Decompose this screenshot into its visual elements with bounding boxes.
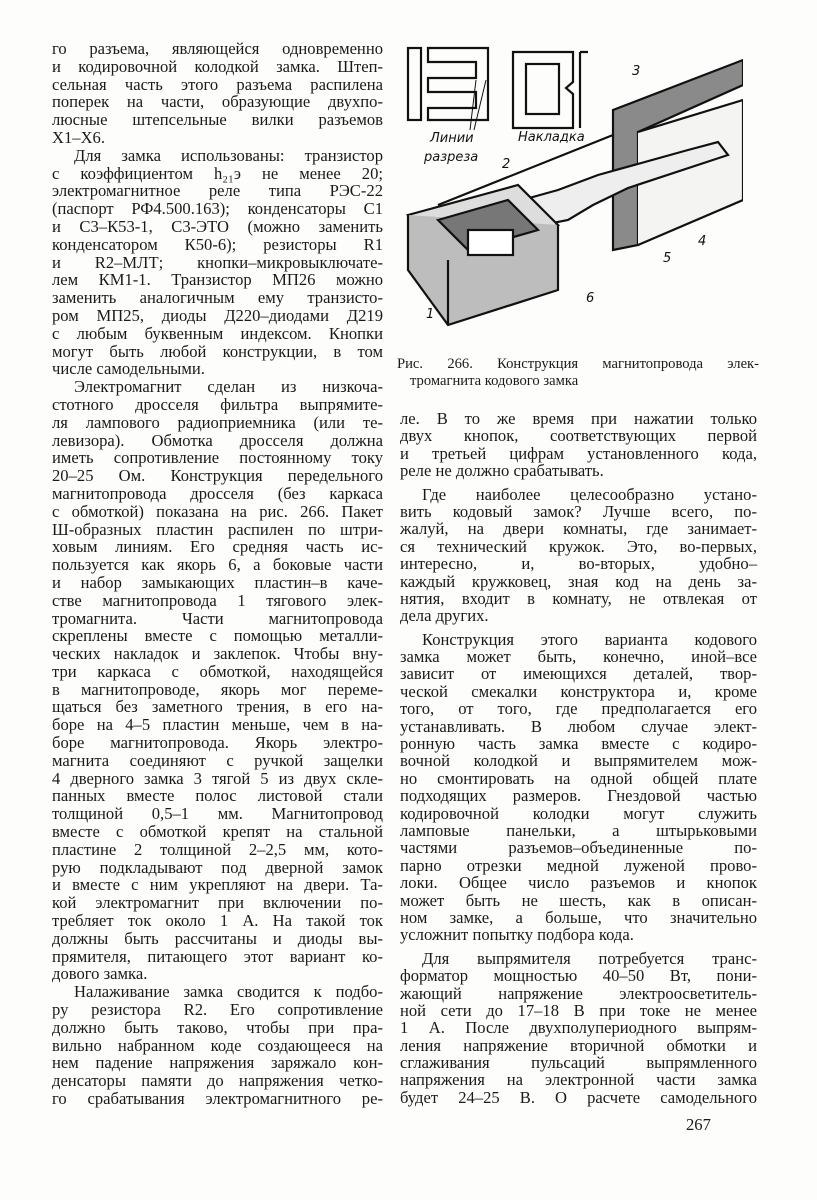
text-line: стотного дросселя фильтра выпрямите- (52, 394, 383, 414)
text-line: поперек на части, образующие двухпо- (52, 92, 383, 112)
text-line: тромагнита. Части магнитопровода (52, 608, 383, 628)
text-line: сельная часть этого разъема распилена (52, 74, 383, 94)
label-cut-lines-2: разреза (424, 150, 479, 165)
text-line: левизора). Обмотка дросселя должна (52, 430, 383, 450)
text-line: электромагнитное реле типа РЭС-22 (52, 181, 383, 201)
text-line: и третьей цифрам установленного кода, (400, 443, 757, 463)
text-line: подходящих размеров. Гнездовой частью (400, 786, 757, 806)
text-line: ления напряжение вторичной обмотки и (400, 1035, 757, 1055)
text-line: Электромагнит сделан из низкоча- (74, 377, 383, 397)
text-line: но смонтировать на одной общей плате (400, 768, 757, 788)
text-line: вить кодовый замок? Лучше всего, по- (400, 501, 757, 521)
text-line: Конструкция этого варианта кодового (422, 629, 757, 649)
text-line: лем КМ1-1. Транзистор МП26 можно (52, 270, 383, 290)
text-line: кой электромагнит при включении по- (52, 893, 383, 913)
caption-line: тромагнита кодового замка (410, 373, 579, 389)
text-line: могут быть любой конструкции, в том (52, 341, 383, 361)
text-line: го срабатывания электромагнитного ре- (52, 1089, 383, 1109)
text-line: нятия, входит в комнату, не отвлекая от (400, 588, 757, 608)
text-line: ном замке, а больше, что значительно (400, 907, 757, 927)
text-line: X1–X6. (52, 127, 106, 147)
text-line: должно быть таково, чтобы при пра- (52, 1017, 383, 1037)
text-line: с любым буквенным индексом. Кнопки (52, 323, 383, 343)
label-3: 3 (632, 64, 641, 79)
text-line: напряжения на электронной части замка (400, 1070, 757, 1090)
text-line: Для выпрямителя потребуется транс- (422, 948, 757, 968)
text-line: устанавливать. В любом случае элект- (400, 716, 757, 736)
text-line: три каркаса с обмоткой, находящейся (52, 661, 383, 681)
text-line: ля лампового радиоприемника (или те- (52, 412, 383, 432)
text-line: рую подкладывают под дверной замок (52, 857, 383, 877)
text-line: интересно, и, во-вторых, удобно– (400, 554, 757, 574)
text-line: жающий напряжение электроосветитель- (400, 983, 757, 1003)
left-text-column (52, 40, 383, 1108)
text-line: ронную часть замка вместе с кодиро- (400, 734, 757, 754)
text-line: локи. Общее число разъемов и кнопок (400, 873, 757, 893)
text-line: вочной колодкой и выпрямителем мож- (400, 751, 757, 771)
text-line: дела других. (400, 606, 489, 626)
text-line: нем падение напряжения заряжало кон- (52, 1053, 383, 1073)
text-line: парно отрезки медной луженой прово- (400, 855, 757, 875)
text-line: требляет ток около 1 А. На такой ток (52, 911, 383, 931)
text-line: ховым линиям. Его средняя часть ис- (52, 537, 383, 557)
text-line: ром МП25, диоды Д220–диодами Д219 (52, 305, 383, 325)
text-line: ламповые панельки, а штырьковыми (400, 820, 757, 840)
text-line: вместе с обмоткой крепят на стальной (52, 822, 383, 842)
text-line: зависит от имеющихся деталей, твор- (400, 664, 757, 684)
text-line: (паспорт РФ4.500.163); конденсаторы С1 (52, 199, 383, 219)
label-4: 4 (698, 234, 707, 249)
text-line: и С3–К53-1, С3-ЭТО (можно заменить (52, 216, 383, 236)
text-line: 20–25 Ом. Конструкция передельного (52, 466, 383, 486)
label-6: 6 (586, 291, 595, 306)
text-line: частями разъемов–объединенные по- (400, 838, 757, 858)
figure-266 (398, 40, 743, 350)
text-line: пользуется как якорь 6, а боковые части (52, 555, 383, 575)
text-line: боре на 4–5 пластин меньше, чем в на- (52, 715, 383, 735)
text-line: замка может быть, конечно, иной–все (400, 647, 757, 667)
text-line: вильно набранном коде создающееся на (52, 1035, 383, 1055)
text-line: стве магнитопровода 1 тягового элек- (52, 590, 383, 610)
text-line: ру резистора R2. Его сопротивление (52, 1000, 383, 1020)
text-line: прямителя, питающего этот вариант ко- (52, 946, 383, 966)
text-line: форматор мощностью 40–50 Вт, пони- (400, 966, 757, 986)
page-number: 267 (686, 1115, 711, 1134)
text-line: панных вместе полос листовой стали (52, 786, 383, 806)
text-line: может быть не шесть, как в описан- (400, 890, 757, 910)
text-line: двух кнопок, соответствующих первой (400, 426, 757, 446)
text-line: Ш-образных пластин распилен по штри- (52, 519, 383, 539)
text-line: толщиной 0,5–1 мм. Магнитопровод (52, 804, 383, 824)
text-line: жалуй, на двери комнаты, где занимает- (400, 519, 757, 539)
magnetic-core-illustration (398, 40, 743, 345)
text-line: того, от того, где предполагается его (400, 699, 757, 719)
label-1: 1 (426, 307, 435, 322)
text-line: 1 А. После двухполупериодного выпрям- (400, 1018, 757, 1038)
text-line: и набор замыкающих пластин–в каче- (52, 572, 383, 592)
label-2: 2 (502, 157, 511, 172)
text-line: ле. В то же время при нажатии только (400, 409, 757, 428)
text-line: щаться без заметного трения, в его на- (52, 697, 383, 717)
text-line: кодировочной колодки могут служить (400, 803, 757, 823)
text-line: иметь сопротивление постоянному току (52, 448, 383, 468)
text-line: магнитопровода дросселя (без каркаса (52, 483, 383, 503)
text-line: заменить аналогичным ему транзисто- (52, 288, 383, 308)
text-line: числе самодельными. (52, 359, 205, 379)
text-line: ческой смекалки конструктора и, кроме (400, 681, 757, 701)
text-line: будет 24–25 В. О расчете самодельного (400, 1087, 757, 1107)
label-5: 5 (663, 251, 672, 266)
text-line: 4 дверного замка 3 тягой 5 из двух скле- (52, 768, 383, 788)
right-text-column (400, 410, 757, 1106)
figure-caption (397, 356, 759, 390)
text-line: и кодировочной колодкой замка. Штеп- (52, 56, 383, 76)
lamination-bar (408, 48, 421, 120)
text-line: и R2–МЛТ; кнопки–микровыключате- (52, 252, 383, 272)
text-line: Где наиболее целесообразно устано- (422, 484, 757, 504)
text-line: ной сети до 17–18 В при токе не менее (400, 1000, 757, 1020)
text-line: скреплены вместе с помощью металли- (52, 626, 383, 646)
text-line: дового замка. (52, 964, 148, 984)
text-line: Налаживание замка сводится к подбо- (74, 982, 383, 1002)
text-line: реле не должно срабатывать. (400, 461, 604, 481)
text-line: с коэффициентом h₂₁э не менее 20; (52, 163, 383, 183)
text-line: с обмоткой) показана на рис. 266. Пакет (52, 501, 383, 521)
label-cut-lines-1: Линии (430, 131, 474, 146)
text-line: в магнитопроводе, якорь мог переме- (52, 679, 383, 699)
text-line: ческих накладок и заклепок. Чтобы вну- (52, 644, 383, 664)
text-line: конденсатором К50-6); резисторы R1 (52, 234, 383, 254)
text-line: Для замка использованы: транзистор (74, 145, 383, 165)
caption-line: Рис. 266. Конструкция магнитопровода элек- (397, 356, 759, 372)
text-line: магнита соединяют с ручкой защелки (52, 750, 383, 770)
text-line: го разъема, являющейся одновременно (52, 39, 383, 58)
text-line: люсные штепсельные вилки разъемов (52, 110, 383, 130)
text-line: должны быть рассчитаны и диоды вы- (52, 928, 383, 948)
text-line: каждый кружковец, зная код на день за- (400, 571, 757, 591)
text-line: и вместе с ним укрепляют на двери. Та- (52, 875, 383, 895)
label-overlay: Накладка (518, 130, 585, 145)
text-line: ся технический кружок. Это, во-первых, (400, 536, 757, 556)
text-line: денсаторы памяти до напряжения четко- (52, 1071, 383, 1091)
text-line: пластине 2 толщиной 2–2,5 мм, кото- (52, 839, 383, 859)
text-line: боре магнитопровода. Якорь электро- (52, 733, 383, 753)
text-line: усложнит попытку подбора кода. (400, 925, 634, 945)
text-line: сглаживания пульсаций выпрямленного (400, 1053, 757, 1073)
